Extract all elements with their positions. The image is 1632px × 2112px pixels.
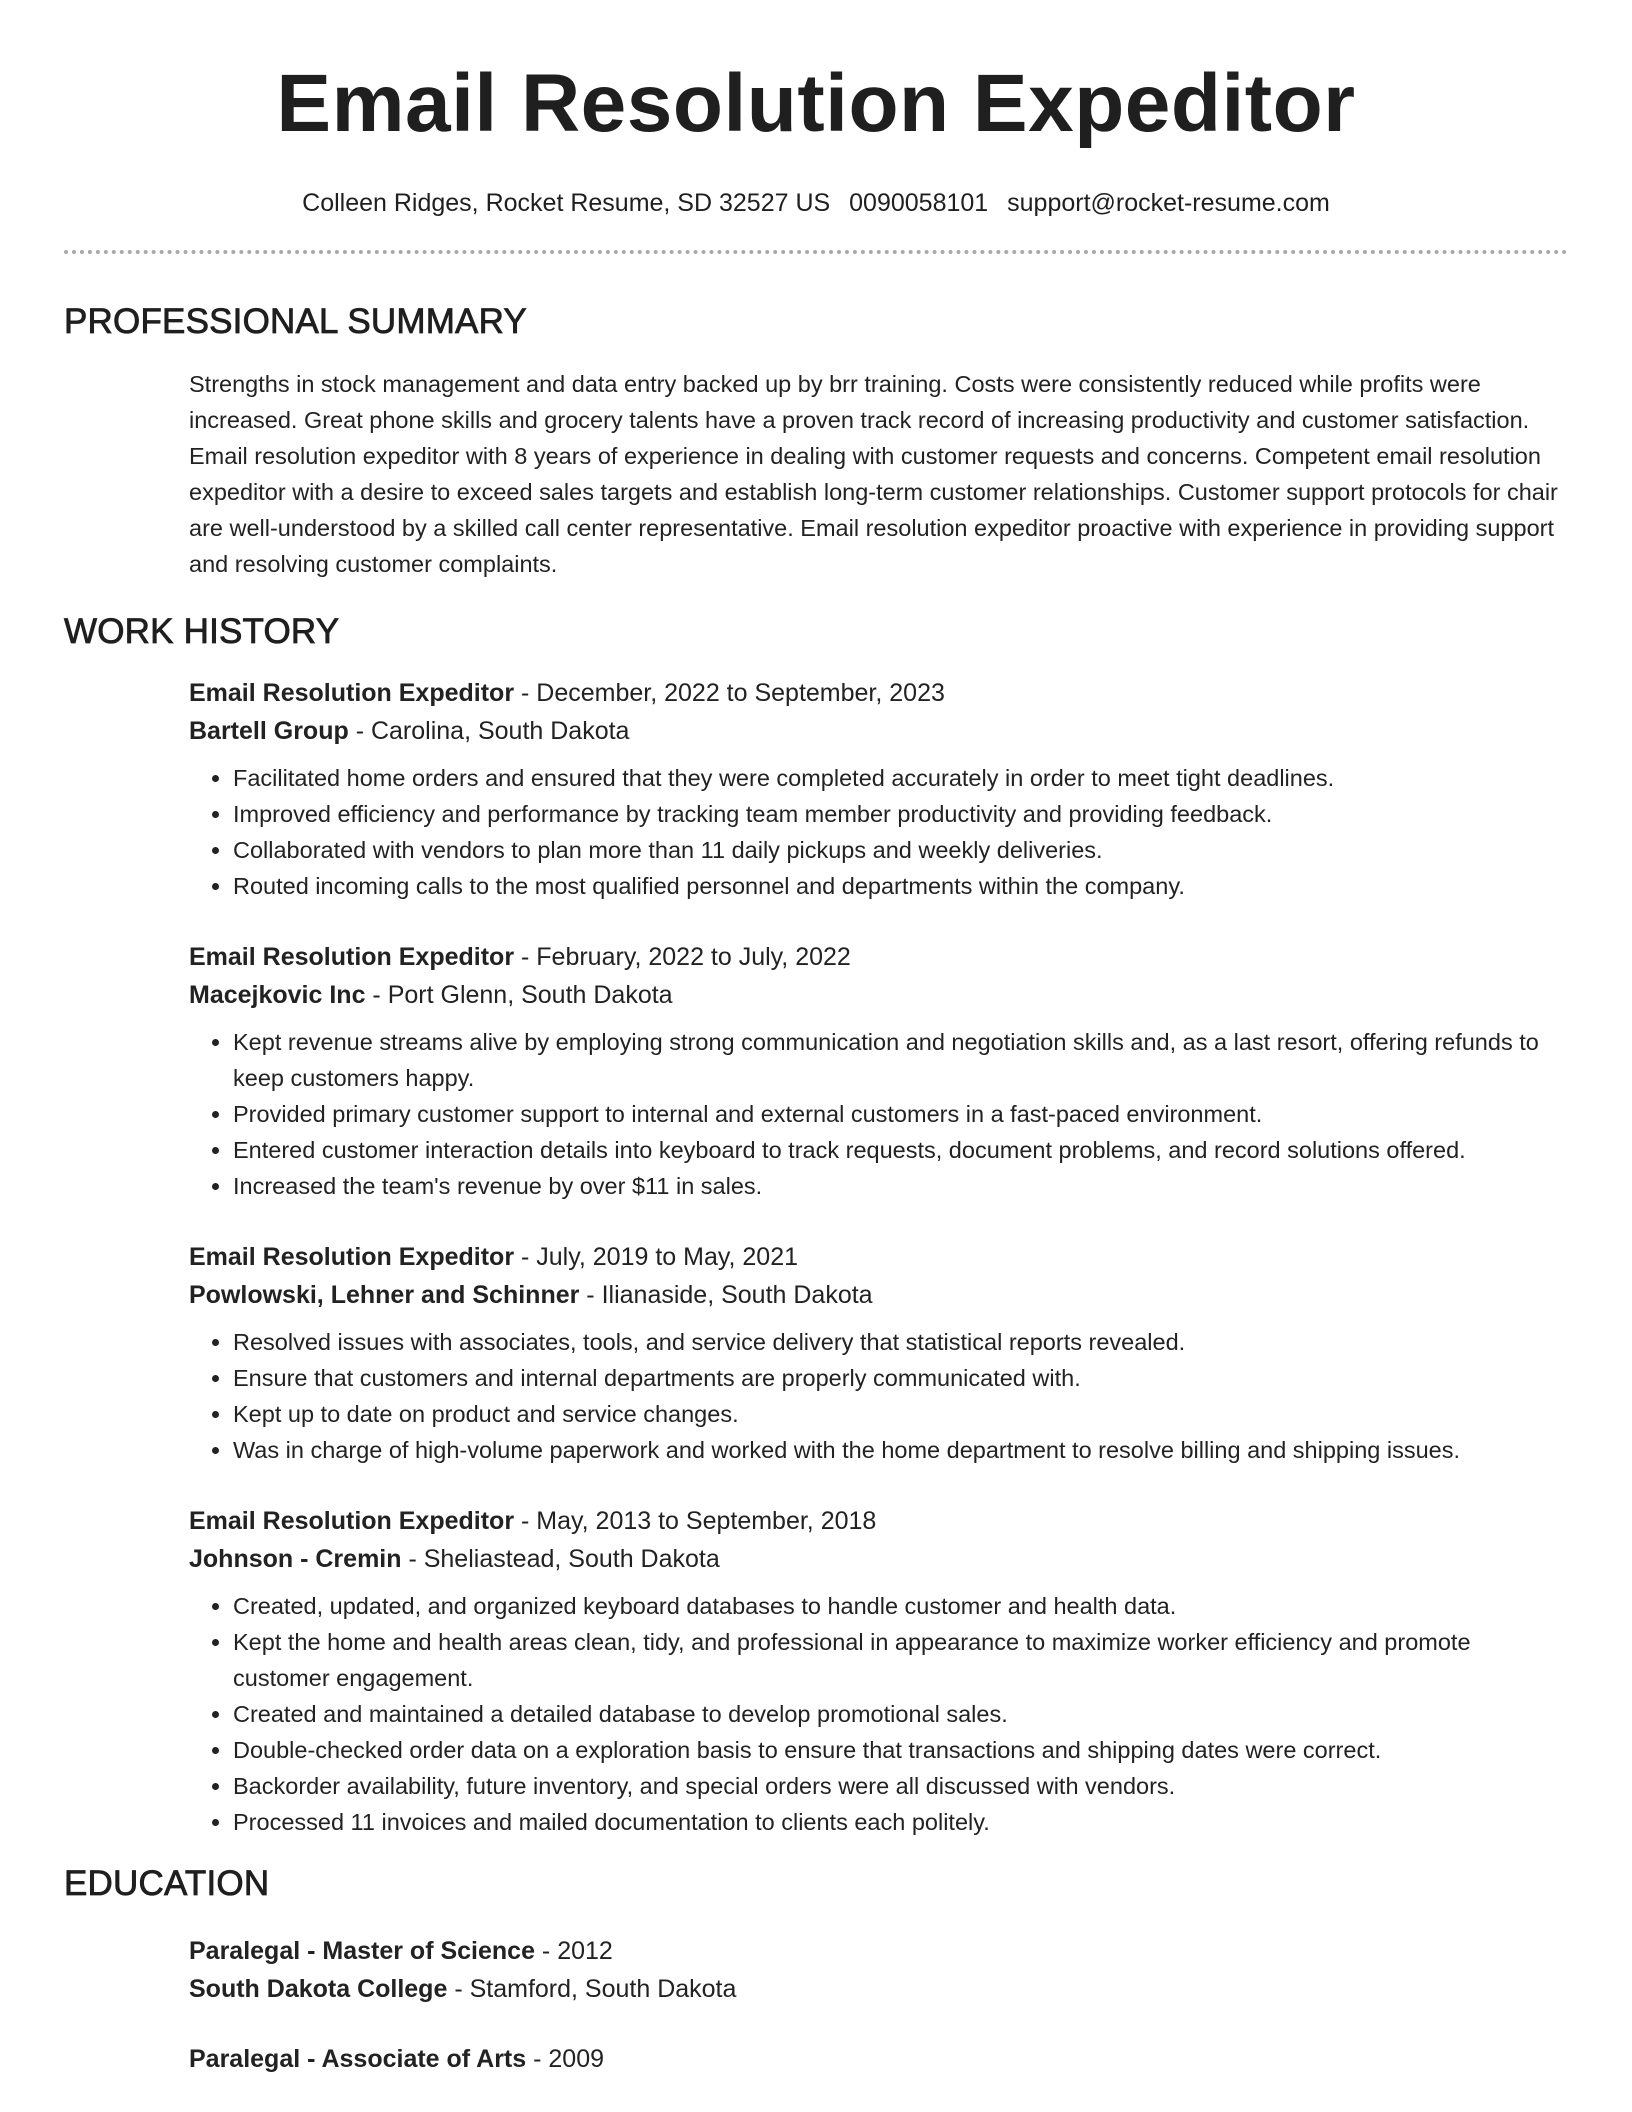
education-list [189, 1932, 1568, 2078]
job-title-line [189, 1502, 1568, 1540]
duty-item: • Processed 11 invoices and mailed documentation to clients each politely. [233, 1804, 1568, 1840]
education-degree-line [189, 2040, 1568, 2078]
education-degree-line [189, 1932, 1568, 1970]
header-divider [64, 250, 1568, 254]
duty-item: • Was in charge of high-volume paperwork and worked with the home department to resolve billing and shipping issues. [233, 1432, 1568, 1468]
job-title-line [189, 938, 1568, 976]
education-entry [189, 2040, 1568, 2078]
duty-item: • Kept up to date on product and service changes. [233, 1396, 1568, 1432]
duty-item: • Backorder availability, future inventory, and special orders were all discussed with vendors. [233, 1768, 1568, 1804]
education-year: - 2009 [526, 2045, 605, 2073]
contact-address: Colleen Ridges, Rocket Resume, SD 32527 US [302, 189, 831, 217]
duty-item: • Resolved issues with associates, tools, and service delivery that statistical reports revealed. [233, 1324, 1568, 1360]
duty-item: • Entered customer interaction details into keyboard to track requests, document problems, and record solutions offered. [233, 1132, 1568, 1168]
job-entry [189, 1502, 1568, 1840]
job-dates: - July, 2019 to May, 2021 [514, 1243, 799, 1271]
education-location: - Stamford, South Dakota [447, 1975, 737, 2003]
duty-item: • Kept revenue streams alive by employing strong communication and negotiation skills and, as a last resort, offering refunds to keep customers happy. [233, 1024, 1568, 1096]
summary-text: Strengths in stock management and data entry backed up by brr training. Costs were consistently reduced while profits were increased. Great phone skills and grocery talents have a proven track record of increasing productivity and customer satisfaction. Email resolution expeditor with 8 years of experience in dealing with customer requests and concerns. Competent email resolution expeditor with a desire to exceed sales targets and establish long-term customer relationships. Customer support protocols for chair are well-understood by a skilled call center representative. Email resolution expeditor proactive with experience in providing support and resolving customer complaints. [189, 371, 1558, 577]
job-duties [189, 1324, 1568, 1468]
job-role: Email Resolution Expeditor [189, 943, 515, 971]
duty-item: • Created and maintained a detailed database to develop promotional sales. [233, 1696, 1568, 1732]
education-heading: EDUCATION [64, 1864, 270, 1903]
education-school-line [189, 1970, 1568, 2008]
duty-item: • Created, updated, and organized keyboard databases to handle customer and health data. [233, 1588, 1568, 1624]
job-location: - Ilianaside, South Dakota [579, 1281, 873, 1309]
job-company-line [189, 712, 1568, 750]
contact-email: support@rocket-resume.com [1007, 189, 1330, 217]
duty-item: • Routed incoming calls to the most qualified personnel and departments within the company. [233, 868, 1568, 904]
summary-heading: PROFESSIONAL SUMMARY [64, 302, 527, 341]
education-year: - 2012 [534, 1937, 613, 1965]
duty-item: • Facilitated home orders and ensured that they were completed accurately in order to meet tight deadlines. [233, 760, 1568, 796]
job-company: Macejkovic Inc [189, 981, 366, 1009]
job-entry [189, 1238, 1568, 1468]
job-location: - Sheliastead, South Dakota [401, 1545, 720, 1573]
education-school: South Dakota College [189, 1975, 448, 2003]
contact-line [64, 186, 1568, 220]
job-company: Johnson - Cremin [189, 1545, 402, 1573]
job-company-line [189, 1276, 1568, 1314]
duty-item: • Ensure that customers and internal departments are properly communicated with. [233, 1360, 1568, 1396]
job-title-line [189, 674, 1568, 712]
job-title-line [189, 1238, 1568, 1276]
job-entry [189, 938, 1568, 1204]
job-location: - Port Glenn, South Dakota [365, 981, 673, 1009]
job-company: Bartell Group [189, 717, 349, 745]
work-history-list [189, 674, 1568, 1840]
job-role: Email Resolution Expeditor [189, 1507, 515, 1535]
duty-item: • Collaborated with vendors to plan more than 11 daily pickups and weekly deliveries. [233, 832, 1568, 868]
duty-item: • Kept the home and health areas clean, tidy, and professional in appearance to maximize worker efficiency and promote customer engagement. [233, 1624, 1568, 1696]
job-company: Powlowski, Lehner and Schinner [189, 1281, 580, 1309]
contact-phone: 0090058101 [849, 189, 989, 217]
work-history-heading: WORK HISTORY [64, 612, 340, 651]
job-duties [189, 760, 1568, 904]
job-dates: - February, 2022 to July, 2022 [514, 943, 851, 971]
job-duties [189, 1588, 1568, 1840]
education-degree: Paralegal - Master of Science [189, 1937, 535, 1965]
job-location: - Carolina, South Dakota [348, 717, 630, 745]
duty-item: • Improved efficiency and performance by tracking team member productivity and providing feedback. [233, 796, 1568, 832]
job-role: Email Resolution Expeditor [189, 1243, 515, 1271]
education-degree: Paralegal - Associate of Arts [189, 2045, 527, 2073]
job-dates: - May, 2013 to September, 2018 [514, 1507, 877, 1535]
education-entry [189, 1932, 1568, 2008]
job-role: Email Resolution Expeditor [189, 679, 515, 707]
job-entry [189, 674, 1568, 904]
candidate-name: Email Resolution Expeditor [276, 58, 1356, 149]
job-dates: - December, 2022 to September, 2023 [514, 679, 945, 707]
duty-item: • Provided primary customer support to internal and external customers in a fast-paced environment. [233, 1096, 1568, 1132]
job-company-line [189, 976, 1568, 1014]
job-company-line [189, 1540, 1568, 1578]
duty-item: • Increased the team's revenue by over $11 in sales. [233, 1168, 1568, 1204]
duty-item: • Double-checked order data on a exploration basis to ensure that transactions and shipping dates were correct. [233, 1732, 1568, 1768]
job-duties [189, 1024, 1568, 1204]
